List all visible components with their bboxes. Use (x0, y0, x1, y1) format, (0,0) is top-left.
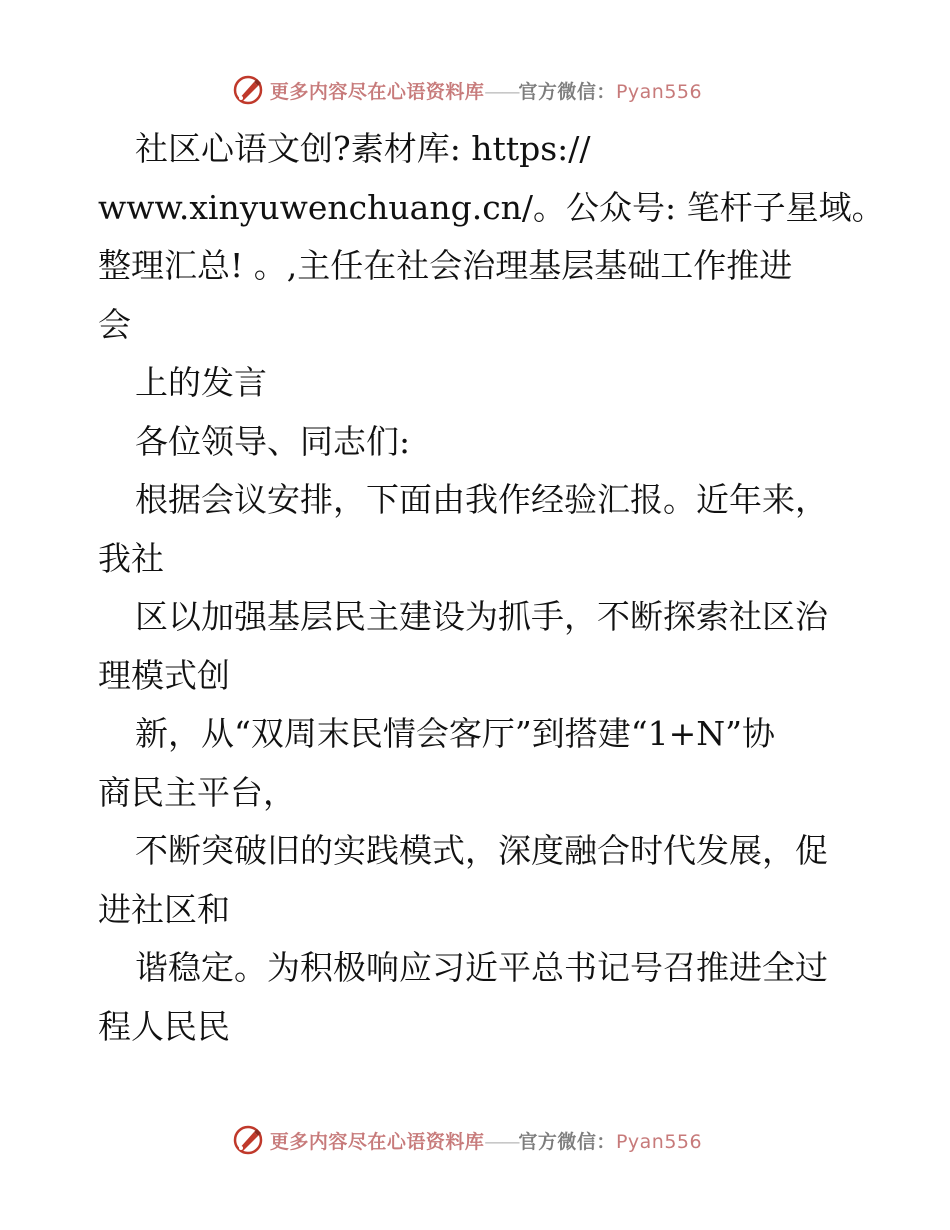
banner-text-main: 更多内容尽在心语资料库 (269, 1130, 485, 1153)
doc-line: 新，从“双周末民情会客厅”到搭建“1+N”协 (135, 714, 776, 753)
banner-dash: —— (484, 80, 519, 103)
doc-line: 谐稳定。为积极响应习近平总书记号召推进全过 (135, 948, 828, 987)
doc-line: 各位领导、同志们: (135, 421, 411, 461)
doc-line: 进社区和 (98, 889, 230, 929)
doc-line: 商民主平台， (98, 772, 296, 812)
banner-text (270, 77, 702, 104)
doc-line: 会 (98, 304, 131, 344)
banner-official-label: 官方微信： (518, 1130, 616, 1153)
doc-line: 不断突破旧的实践模式，深度融合时代发展，促 (135, 831, 828, 870)
doc-line: 上的发言 (135, 363, 267, 402)
pen-logo-icon (232, 1124, 264, 1156)
doc-line: 根据会议安排，下面由我作经验汇报。近年来， (135, 480, 828, 519)
doc-line: 整理汇总! 。,主任在社会治理基层基础工作推进 (98, 246, 793, 285)
header-banner-content (232, 74, 702, 106)
banner-text (270, 1127, 702, 1154)
pen-logo-icon (232, 74, 264, 106)
footer-banner-content (232, 1124, 702, 1156)
header-banner (0, 70, 950, 110)
doc-line: 我社 (98, 538, 164, 578)
doc-line: 区以加强基层民主建设为抓手，不断探索社区治 (135, 597, 828, 636)
banner-wechat-id: Pyan556 (615, 80, 703, 103)
banner-dash: —— (484, 1130, 519, 1153)
doc-line: 社区心语文创?素材库: https:// (135, 129, 591, 168)
doc-line: www.xinyuwenchuang.cn/。公众号: 笔杆子星域。 (98, 187, 885, 227)
banner-official-label: 官方微信： (518, 80, 616, 103)
document-body (98, 120, 885, 1056)
footer-banner (0, 1120, 950, 1160)
doc-line: 程人民民 (98, 1006, 230, 1046)
doc-line: 理模式创 (98, 655, 230, 695)
banner-wechat-id: Pyan556 (615, 1130, 703, 1153)
banner-text-main: 更多内容尽在心语资料库 (269, 80, 485, 103)
